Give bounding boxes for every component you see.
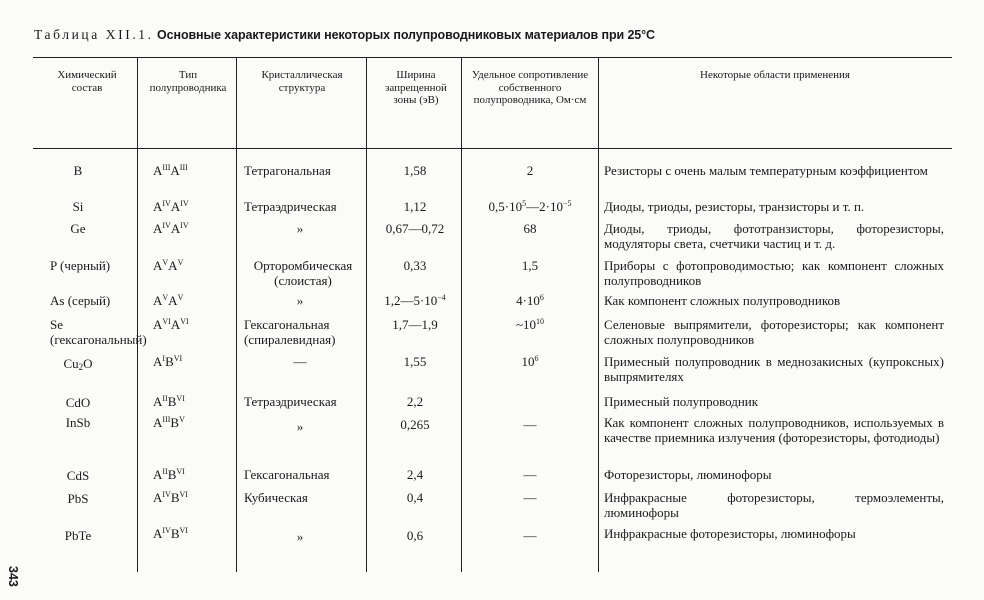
cell-structure: Тетраэдрическая	[244, 394, 337, 409]
cell-chem: Se (гексагональный)	[50, 317, 147, 347]
cell-usage: Диоды, триоды, резисторы, транзисторы и т. п.	[604, 199, 865, 214]
cell-res: $10^6$	[521, 354, 539, 369]
cell-type: $A^{II}B^{VI}$	[153, 467, 185, 482]
cell-res: $0,5\cdot 10^5—2\cdot 10^{-5}$	[488, 199, 572, 214]
column-divider-3	[366, 57, 367, 572]
header-resistivity: Удельное сопротивление собственного полупроводника, Ом·см	[471, 69, 589, 106]
cell-chem: B	[73, 163, 83, 178]
cell-structure: Гексагональная (спиралевидная)	[244, 317, 336, 347]
header-structure: Кристаллическая структура	[261, 69, 343, 94]
cell-usage: Инфракрасные фоторезисторы, люминофоры	[604, 526, 856, 541]
cell-usage: Примесный полупроводник	[604, 394, 759, 409]
cell-gap: 0,4	[406, 490, 424, 505]
cell-chem: CdO	[65, 395, 91, 410]
cell-type: $A^{III}B^V$	[153, 415, 185, 430]
cell-res: —	[523, 528, 537, 543]
header-type: Тип полупроводника	[149, 69, 227, 94]
cell-type: $A^{IV}A^{IV}$	[153, 221, 189, 236]
cell-chem: InSb	[65, 415, 91, 430]
cell-structure: »	[296, 293, 304, 308]
cell-structure: Тетраэдрическая	[244, 199, 337, 214]
cell-structure: Гексагональная	[244, 467, 330, 482]
table-caption	[34, 27, 655, 43]
cell-usage: Приборы с фотопроводимостью; как компонент сложных полупроводников	[604, 258, 944, 288]
cell-type: $A^{III}A^{III}$	[153, 163, 188, 178]
cell-gap: $1,2—5\cdot 10^{-4}$	[384, 293, 446, 308]
column-divider-1	[137, 57, 138, 572]
cell-gap: 1,12	[403, 199, 427, 214]
cell-res: 68	[523, 221, 537, 236]
cell-res: $4\cdot 10^6$	[516, 293, 544, 308]
cell-usage: Как компонент сложных полупроводников, используемых в качестве приемника излучения (фоторезисторы, фотодиоды)	[604, 415, 944, 445]
cell-gap: 2,4	[406, 467, 424, 482]
cell-type: $A^{II}B^{VI}$	[153, 394, 185, 409]
cell-usage: Инфракрасные фоторезисторы, термоэлементы, люминофоры	[604, 490, 944, 520]
cell-gap: 1,7—1,9	[392, 317, 438, 332]
cell-chem: $Cu_2O$	[63, 356, 93, 372]
cell-chem: As (серый)	[50, 293, 111, 308]
cell-type: $A^{IV}B^{VI}$	[153, 526, 188, 541]
cell-usage: Резисторы с очень малым температурным коэффициентом	[604, 163, 928, 178]
cell-structure: »	[296, 419, 304, 434]
page-number: 343	[6, 566, 20, 587]
table-label: Таблица XII.1.	[34, 27, 154, 42]
cell-type: $A^{VI}A^{VI}$	[153, 317, 189, 332]
header-chem: Химический состав	[57, 69, 117, 94]
column-divider-4	[461, 57, 462, 572]
cell-structure: »	[296, 221, 304, 236]
column-divider-5	[598, 57, 599, 572]
table-title: Основные характеристики некоторых полупроводниковых материалов при 25°C	[157, 28, 655, 42]
cell-gap: 0,265	[400, 417, 430, 432]
cell-structure: Кубическая	[244, 490, 308, 505]
cell-gap: 1,58	[403, 163, 427, 178]
cell-gap: 0,67—0,72	[385, 221, 445, 236]
cell-structure: »	[296, 529, 304, 544]
cell-res: 2	[526, 163, 534, 178]
cell-gap: 0,6	[406, 528, 424, 543]
cell-res: $\sim 10^{10}$	[515, 317, 545, 332]
cell-type: $A^IB^{VI}$	[153, 354, 183, 369]
column-divider-2	[236, 57, 237, 572]
cell-chem: PbS	[67, 491, 89, 506]
cell-usage: Примесный полупроводник в меднозакисных (купроксных) выпрямителях	[604, 354, 944, 384]
cell-chem: Si	[72, 199, 84, 214]
header-gap: Ширина запрещенной зоны (эВ)	[385, 69, 447, 106]
cell-type: $A^{IV}A^{IV}$	[153, 199, 189, 214]
cell-usage: Диоды, триоды, фототранзисторы, фоторезисторы, модуляторы света, счетчики частиц и т. д.	[604, 221, 944, 251]
cell-usage: Как компонент сложных полупроводников	[604, 293, 841, 308]
cell-chem: Ge	[70, 221, 86, 236]
cell-structure: Орторомбическая (слоистая)	[253, 258, 353, 288]
cell-res: 1,5	[521, 258, 539, 273]
cell-res: —	[523, 417, 537, 432]
cell-usage: Фоторезисторы, люминофоры	[604, 467, 772, 482]
cell-type: $A^{IV}B^{VI}$	[153, 490, 188, 505]
cell-gap: 2,2	[406, 394, 424, 409]
cell-structure: —	[293, 354, 307, 369]
header-usage: Некоторые области применения	[700, 69, 850, 81]
cell-type: $A^VA^V$	[153, 258, 184, 273]
table-top-rule	[33, 57, 952, 58]
cell-res: —	[523, 467, 537, 482]
cell-usage: Селеновые выпрямители, фоторезисторы; как компонент сложных полупроводников	[604, 317, 944, 347]
cell-chem: P (черный)	[50, 258, 111, 273]
cell-gap: 0,33	[403, 258, 427, 273]
cell-chem: PbTe	[64, 528, 92, 543]
cell-type: $A^VA^V$	[153, 293, 184, 308]
cell-gap: 1,55	[403, 354, 427, 369]
cell-chem: CdS	[66, 468, 90, 483]
cell-res: —	[523, 490, 537, 505]
cell-structure: Тетрагональная	[244, 163, 331, 178]
table-header-rule	[33, 148, 952, 149]
